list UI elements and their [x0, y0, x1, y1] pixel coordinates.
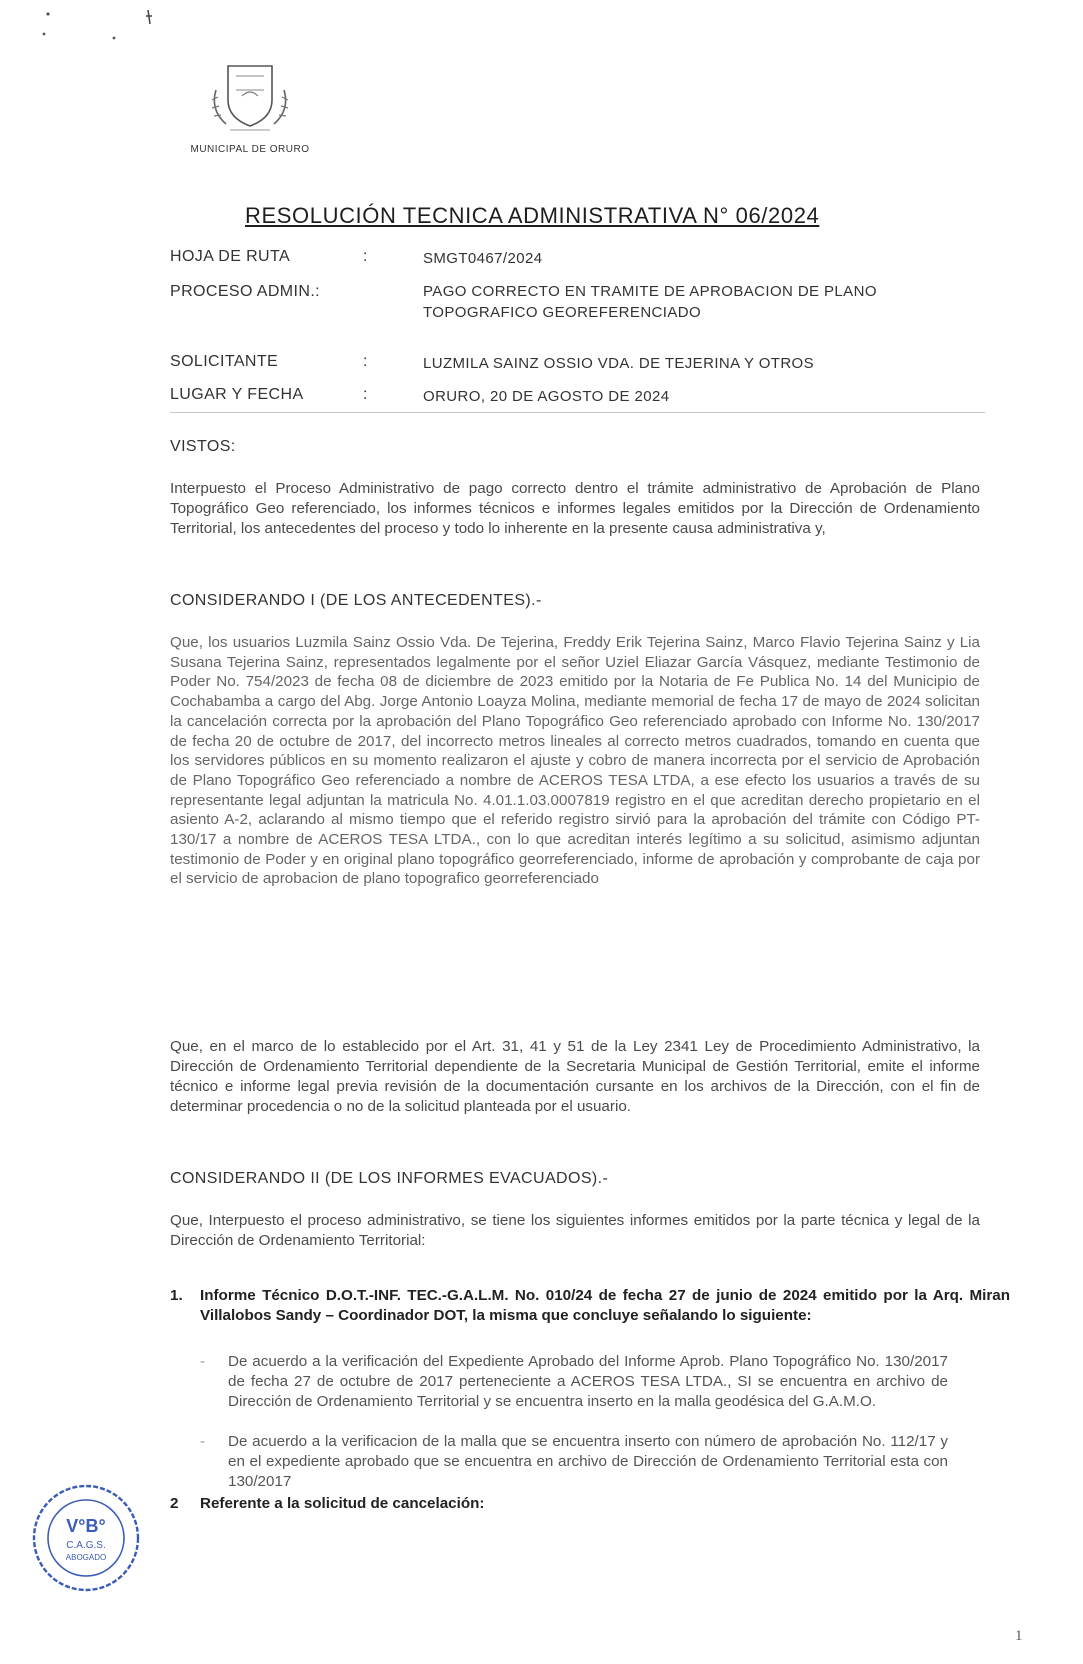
- vistos-heading: VISTOS:: [170, 438, 236, 455]
- stamp-seal-icon: [30, 1482, 142, 1594]
- institution-name: MUNICIPAL DE ORURO: [190, 144, 310, 155]
- coat-of-arms-icon: [190, 60, 310, 140]
- considerando-1-paragraph-2: Que, en el marco de lo establecido por el Art. 31, 41 y 51 de la Ley 2341 Ley de Procedimiento Administrativo, la Dirección de Ordenamiento Territorial dependiente de la Secretaria Municipal de Gestión Territorial, emite el informe técnico e informe legal previa revisión de la documentación cursante en los archivos de la Dirección, con el fin de determinar procedencia o no de la solicitud planteada por el usuario.: [170, 1038, 980, 1115]
- approval-stamp: [30, 1482, 142, 1594]
- field-separator: :: [363, 353, 368, 370]
- scan-marks: [40, 4, 160, 49]
- list-item-number: 1.: [170, 1287, 183, 1304]
- considerando-1-paragraph-1: Que, los usuarios Luzmila Sainz Ossio Vda. De Tejerina, Freddy Erik Tejerina Sainz, Marco Flavio Tejerina Sainz y Lia Susana Tejerina Sainz, representados legalmente por el señor Uziel Eliazar García Vásquez, mediante Testimonio de Poder No. 754/2023 de fecha 08 de diciembre de 2023 emitido por la Notaria de Fe Publica No. 14 del Municipio de Cochabamba a cargo del Abg. Jorge Antonio Loayza Molina, mediante memorial de fecha 17 de mayo de 2024 solicitan la cancelación correcta por la aprobación del Plano Topográfico Geo referenciado aprobado con Informe No. 130/2017 de fecha 20 de octubre de 2017, del incorrecto metros lineales al correcto metros cuadrados, tomando en cuenta que los servidores públicos en su momento realizaron el ajuste y cobro de manera incorrecta por el servicio de Aprobación de Plano Topográfico Geo referenciado a nombre de ACEROS TESA LTDA, a ese efecto los usuarios a través de su representante legal adjuntan la matricula No. 4.01.1.03.0007819 registro en el que acreditan derecho propietario en el asiento A-2, aclarando al mismo tiempo que el referido registro sirvió para la aprobación del trámite con Código PT-130/17 a nombre de ACEROS TESA LTDA., con lo que acreditan interés legítimo a su solicitud, asimismo adjuntan testimonio de Poder y en original plano topográfico georreferenciado, informe de aprobación y comprobante de caja por el servicio de aprobacion de plano topografico georreferenciado: [170, 634, 980, 888]
- stamp-center-text: V°B°: [66, 1516, 106, 1536]
- list-item-text: Referente a la solicitud de cancelación:: [200, 1495, 485, 1512]
- field-label: SOLICITANTE: [170, 353, 279, 370]
- considerando-2-paragraph: Que, Interpuesto el proceso administrativo, se tiene los siguientes informes emitidos por la parte técnica y legal de la Dirección de Ordenamiento Territorial:: [170, 1212, 980, 1249]
- field-label: LUGAR Y FECHA: [170, 386, 304, 403]
- list-subitem-text: De acuerdo a la verificacion de la malla que se encuentra inserto con número de aprobación No. 112/17 y en el expediente aprobado que se encuentra en archivo de Dirección de Ordenamiento Territorial esta con 130/2017: [228, 1433, 948, 1490]
- municipal-logo: [165, 60, 335, 155]
- field-separator: :: [363, 248, 368, 265]
- list-subitem-text: De acuerdo a la verificación del Expediente Aprobado del Informe Aprob. Plano Topográfico No. 130/2017 de fecha 27 de octubre de 2017 perteneciente a ACEROS TESA LTDA., SI se encuentra en archivo de Dirección de Ordenamiento Territorial y se encuentra inserto en la malla geodésica del G.A.M.O.: [228, 1353, 948, 1410]
- field-value: ORURO, 20 DE AGOSTO DE 2024: [423, 388, 670, 405]
- page-number: 1: [1015, 1628, 1023, 1644]
- list-item-text: Informe Técnico D.O.T.-INF. TEC.-G.A.L.M. No. 010/24 de fecha 27 de junio de 2024 emitido por la Arq. Miran Villalobos Sandy – Coordinador DOT, la misma que concluye señalando lo siguiente:: [200, 1287, 1010, 1324]
- field-value: PAGO CORRECTO EN TRAMITE DE APROBACION DE PLANO TOPOGRAFICO GEOREFERENCIADO: [423, 283, 877, 321]
- dash-marker: -: [200, 1433, 206, 1450]
- considerando-1-heading: CONSIDERANDO I (DE LOS ANTECEDENTES).-: [170, 592, 542, 609]
- stamp-role-text: ABOGADO: [65, 1553, 107, 1562]
- stamp-initials-text: C.A.G.S.: [66, 1540, 106, 1551]
- dash-marker: -: [200, 1353, 206, 1370]
- list-item-number: 2: [170, 1495, 179, 1512]
- considerando-2-heading: CONSIDERANDO II (DE LOS INFORMES EVACUADOS).-: [170, 1170, 609, 1187]
- field-value: LUZMILA SAINZ OSSIO VDA. DE TEJERINA Y OTROS: [423, 355, 815, 372]
- resolution-title: RESOLUCIÓN TECNICA ADMINISTRATIVA N° 06/2024: [245, 203, 820, 228]
- vistos-paragraph: Interpuesto el Proceso Administrativo de pago correcto dentro el trámite administrativo de Aprobación de Plano Topográfico Geo referenciado, los informes técnicos e informes legales emitidos por la Dirección de Ordenamiento Territorial, los antecedentes del proceso y todo lo inherente en la presente causa administrativa y,: [170, 480, 980, 537]
- field-separator: :: [363, 386, 368, 403]
- header-divider: [170, 412, 985, 413]
- field-label: HOJA DE RUTA: [170, 248, 291, 265]
- field-label: PROCESO ADMIN.:: [170, 283, 321, 300]
- field-value: SMGT0467/2024: [423, 250, 543, 267]
